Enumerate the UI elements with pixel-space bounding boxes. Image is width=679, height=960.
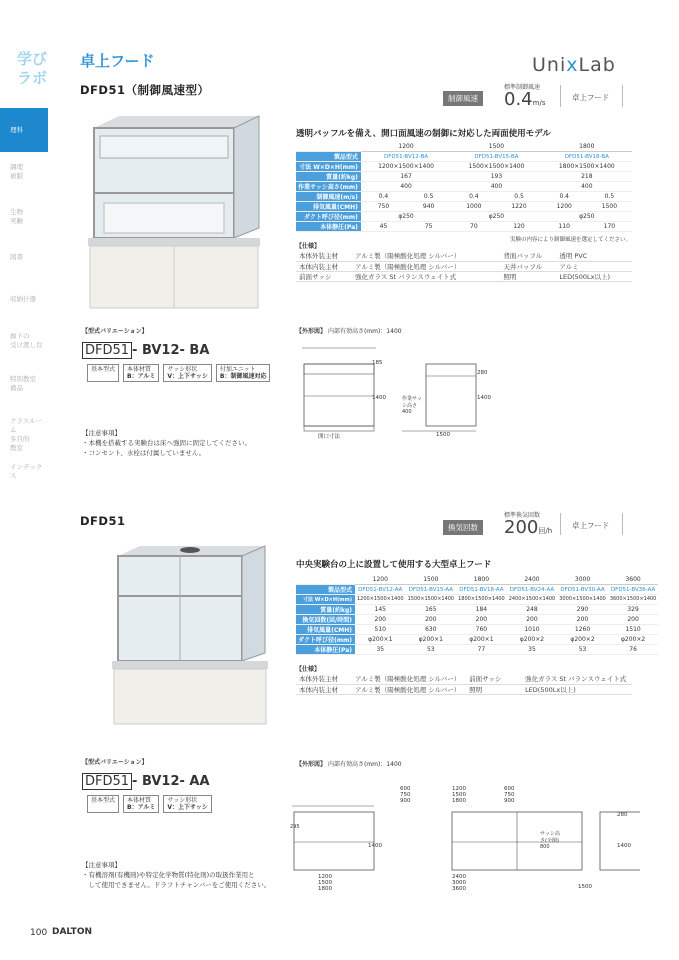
section2-notes: 【注意事項】 ・有機溶剤(有機則)や特定化学物質(特化則)の取扱作業用と して使用できません。ドラフトチャンバーをご使用ください。 [82,861,271,889]
s1-dim-side-top: 280 [477,370,488,376]
section1-model-code: DFD51 - BV12- BA [82,343,209,358]
box-addon: 付加ユニット B：制御風速対応 [216,364,271,382]
section1-spec-table: 1200 1500 1800 製品型式 DFD51-BV12-BA DFD51-BV15-BA DFD51-BV18-BA 寸法 W×D×H(mm) 1200×1500×1400 1500×1500×1400 1800×1500×1400 質量(約kg) 167 193 218 作業サッシ高さ(mm) 400 400 400 制御風速(m/s) 0.4 0.5 0.4 0.5 0.4 0.5 排気風量(CMH) 750 940 1000 1220 1200 1500 ダクト呼び径(mm) φ250 φ250 φ250 本体静圧(Pa) 45 75 70 120 110 170 [296,142,632,232]
section2-headline: 中央実験台の上に設置して使用する大型卓上フード [296,560,492,570]
section1-notes: 【注意事項】 ・本機を搭載する実験台は床へ強固に固定してください。 ・コンセント、水栓は付属していません。 [82,429,251,457]
s2-dim-side-top: 280 [617,812,628,818]
sidebar-brand: 学び ラボ [16,50,47,87]
s2-dim-w3: 2400 3000 3600 [452,874,466,892]
box-basic: 基本型式 [87,364,119,382]
section1-spec-title: 【仕様】 [296,243,321,250]
s1-dim-w: 開口寸法 [318,434,341,440]
fume-hood-photo-2 [110,538,270,728]
dalton-logo: DALTON [52,927,93,937]
fume-hood-photo-1 [84,108,264,316]
section1-spec [504,82,545,112]
s2-dim-w2: 1200 1500 1800 [452,786,466,804]
spec-label: 標準制御風速 [504,84,541,91]
sidebar-item-corridor[interactable]: 廊下の 受け渡し台 [10,332,43,349]
sidebar-item-classroom[interactable]: クラスルーム 多目的 教室 [10,417,43,452]
box-sash: サッシ形状 V：上下サッシ [163,364,212,382]
section2-subtitle: DFD51 [80,514,126,528]
section1-subtitle: DFD51（制御風速型） [80,83,210,97]
s1-dim-top: 185 [372,360,383,366]
unixlab-logo: UnixLab [532,54,616,76]
sidebar-item-science[interactable]: 理科 [0,108,48,152]
section1-variation-title: 【型式バリエーション】 [82,328,148,335]
section2-tag: 換気回数 [443,520,483,535]
section2-outline-drawing [290,800,640,878]
section2-spec-table: 1200 1500 1800 2400 3000 3600 製品型式 DFD51-BV12-AA DFD51-BV15-AA DFD51-BV18-AA DFD51-BV24-AA DFD51-BV30-AA DFD51-BV36-AA 寸法 W×D×H(mm) 1200×1500×1400 1500×1500×1400 1800×1500×1400 2400×1500×1400 3000×1500×1400 3600×1500×1400 質量(約kg) 145 165 184 248 290 329 換気回数(回/時間) 200 200 200 200 200 200 排気風量(CMH) 510 630 760 1010 1260 1510 ダクト呼び径(mm) φ200×1 φ200×1 φ200×1 φ200×2 φ200×2 φ200×2 本体静圧(Pa) 35 53 77 35 53 76 [298,576,657,654]
s2-dim-top2: 600 750 900 [504,786,515,804]
page-number: 100 [30,928,48,938]
section1-drawing-title: 【外形図】 内部有効高さ(mm)：1400 [296,328,402,335]
spec-value: 0.4 [504,89,533,110]
size-1200: 1200 [361,142,451,152]
s2-dim-top1: 600 750 900 [400,786,411,804]
s1-dim-side-h: 1400 [477,395,491,401]
section2-variation-boxes: 基本型式 本体材質 B：アルミ サッシ形状 V：上下サッシ [87,795,212,813]
section2-spec-title: 【仕様】 [296,666,321,673]
page-title: 卓上フード [80,52,155,70]
spec-unit: m/s [532,99,546,107]
s1-dim-side-w: 1500 [436,432,450,438]
sidebar-item-cooking[interactable]: 調理 被服 [10,163,23,180]
s2-dim-side-h: 1400 [617,843,631,849]
section2-spec: 標準換気回数 200回/h [504,512,553,538]
size-1500: 1500 [451,142,541,152]
s2-dim-sash: サッシ高さ(全開) 800 [540,831,560,850]
section1-outline-drawing [296,336,496,441]
sidebar-item-biology[interactable]: 生物 実験 [10,208,23,225]
section2-model-code: DFD51 - BV12- AA [82,774,210,789]
section1-tag: 制御風速 [443,91,483,106]
s2-dim-top: 295 [290,824,300,830]
section2-category: 卓上フード [572,521,610,530]
section2-variation-title: 【型式バリエーション】 [82,759,148,766]
size-1800: 1800 [542,142,632,152]
s1-dim-sash: 作業サッシ高さ 400 [402,396,422,415]
s2-dim-w1: 1200 1500 1800 [318,874,332,892]
section1-category: 卓上フード [572,93,610,102]
s2-dim-h: 1400 [368,843,382,849]
section1-footnote: 実験の内容により制御風速を選定してください。 [510,237,632,243]
section1-variation-boxes [87,364,270,382]
section1-spec-list: 本体外装主材 アルミ製（陽極酸化処理 シルバー） 背面バッフル 透明 PVC 本体内装主材 アルミ製（陽極酸化処理 シルバー） 天井バッフル アルミ 前面サッシ 強化ガラス St バランスウェイト式 照明 LED(500Lx以上) [296,251,632,282]
section2-drawing-title: 【外形図】 内部有効高さ(mm)：1400 [296,761,402,768]
section1-headline: 透明バッフルを備え、開口面風速の制御に対応した両面使用モデル [296,129,551,139]
sidebar-item-index[interactable]: インデックス [10,463,43,480]
s2-dim-side-w: 1500 [578,884,592,890]
box-material: 本体材質 B：アルミ [123,364,159,382]
s1-dim-h: 1400 [372,395,386,401]
sidebar-item-storage[interactable]: 収納什器 [10,295,36,303]
sidebar-item-special[interactable]: 特別教室 備品 [10,375,36,392]
sidebar-item-library[interactable]: 図書 [10,253,23,261]
section2-spec-list: 本体外装主材 アルミ製（陽極酸化処理 シルバー） 前面サッシ 強化ガラス St バランスウェイト式 本体内装主材 アルミ製（陽極酸化処理 シルバー） 照明 LED(500Lx以上) [296,674,632,695]
